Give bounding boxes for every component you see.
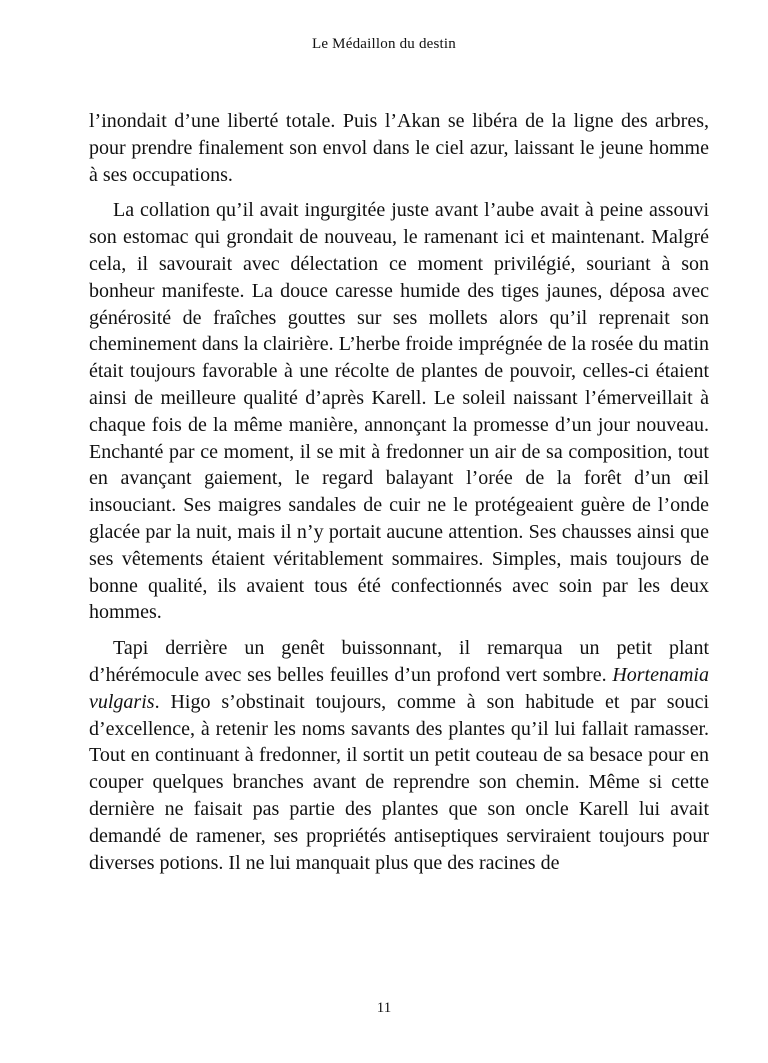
paragraph-3 [89,635,709,876]
paragraph-3-scientific-name: Hortenamia vulgaris [89,663,709,713]
page-body-text [89,108,709,885]
running-header-title: Le Médaillon du destin [312,36,456,52]
paragraph-2: La collation qu’il avait ingurgitée juste avant l’aube avait à peine assouvi son estomac qui grondait de nouveau, le ramenant ici et maintenant. Malgré cela, il savourait avec délectation ce moment privilégié, souriant à son bonheur manifeste. La douce caresse humide des tiges jaunes, déposa avec générosité de fraîches gouttes sur ses mollets alors qu’il reprenait son cheminement dans la clairière. L’herbe froide imprégnée de la rosée du matin était toujours favorable à une récolte de plantes de pouvoir, celles-ci étaient ainsi de meilleure qualité d’après Karell. Le soleil naissant l’émerveillait à chaque fois de la même manière, annonçant la promesse d’un jour nouveau. Enchanté par ce moment, il se mit à fredonner un air de sa composition, tout en avançant gaiement, le regard balayant l’orée de la forêt d’un œil insouciant. Ses maigres sandales de cuir ne le protégeaient guère de l’onde glacée par la nuit, mais il n’y portait aucune attention. Ses chausses ainsi que ses vêtements étaient véritablement sommaires. Simples, mais toujours de bonne qualité, ils avaient tous été confectionnés avec soin par les deux hommes. [89,199,709,624]
paragraph-3-before-italic: Tapi derrière un genêt buissonnant, il remarqua un petit plant d’hérémocule avec ses belles feuilles d’un profond vert sombre. [89,637,709,686]
paragraph-3-after-italic: . Higo s’obstinait toujours, comme à son habitude et par souci d’excellence, à retenir les noms savants des plantes qu’il lui fallait ramasser. Tout en continuant à fredonner, il sortit un petit couteau de sa besace pour en couper quelques branches avant de reprendre son chemin. Même si cette dernière ne faisait pas partie des plantes que son oncle Karell lui avait demandé de ramener, ses propriétés antiseptiques serviraient toujours pour diverses potions. Il ne lui manquait plus que des racines de [89,690,709,874]
page-number: 11 [376,1000,392,1016]
paragraph-1: l’inondait d’une liberté totale. Puis l’Akan se libéra de la ligne des arbres, pour prendre finalement son envol dans le ciel azur, laissant le jeune homme à ses occupations. [89,110,709,186]
